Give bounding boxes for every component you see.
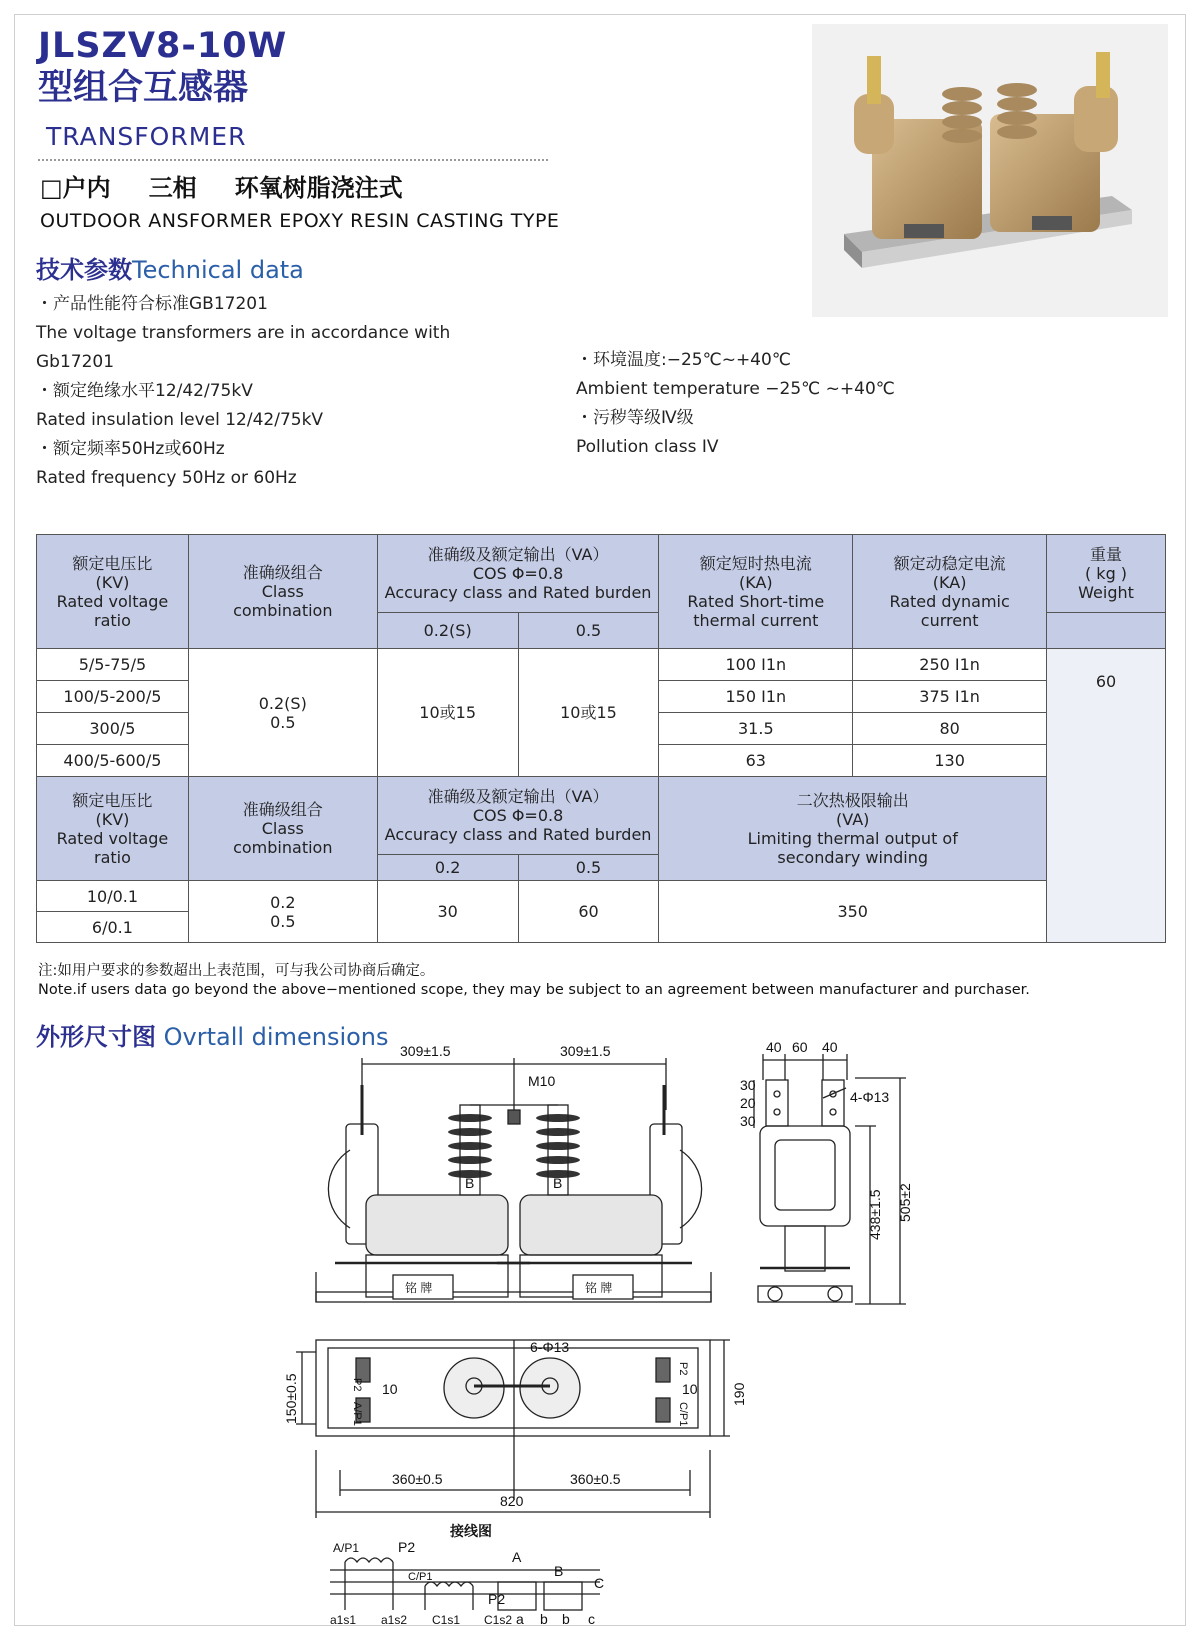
wiring-label: P2 [398, 1539, 416, 1555]
nameplate-2: 铭 牌 [585, 1281, 613, 1295]
wiring-label: C1s1 [432, 1613, 461, 1627]
wiring-label: b [540, 1611, 548, 1627]
class-cell: 0.2 0.5 [188, 881, 377, 943]
tech-line: ・污秽等级Ⅳ级 [576, 408, 694, 428]
header-ratio-2: 额定电压比 (KV) Rated voltage ratio [37, 777, 189, 881]
wiring-label: B [554, 1563, 564, 1579]
plan-depth2: 190 [731, 1382, 747, 1406]
plan-ten-1: 10 [382, 1381, 398, 1397]
plan-ten-2: 10 [682, 1381, 698, 1397]
tech-line: The voltage transformers are in accordance with [36, 323, 451, 343]
dim-front-1: 309±1.5 [400, 1043, 451, 1059]
ratio-cell: 300/5 [37, 713, 189, 745]
sub-05-2: 0.5 [518, 855, 659, 881]
wiring-label: a1s1 [330, 1613, 357, 1627]
header-class-2: 准确级组合 Class combination [188, 777, 377, 881]
thermal-cell: 150 I1n [659, 681, 853, 713]
dynamic-cell: 375 I1n [853, 681, 1047, 713]
ratio-cell: 10/0.1 [37, 881, 189, 912]
side-h2: 505±2 [897, 1183, 913, 1222]
bolt-label: M10 [528, 1073, 556, 1089]
thermal-cell: 63 [659, 745, 853, 777]
wiring-label: A/P1 [333, 1541, 360, 1555]
model-title: JLSZV8-10W [38, 26, 288, 66]
tech-line: Pollution class IV [576, 437, 719, 457]
plan-w2: 360±0.5 [570, 1471, 621, 1487]
b-label-2: B [553, 1175, 563, 1191]
weight-cell: 60 [1047, 649, 1166, 943]
feature-epoxy: 环氧树脂浇注式 [234, 174, 403, 202]
burden-cell: 30 [377, 881, 518, 943]
plan-term-3: P2 [677, 1362, 689, 1376]
side-top-3: 40 [822, 1040, 838, 1055]
burden-cell: 60 [518, 881, 659, 943]
dynamic-cell: 130 [853, 745, 1047, 777]
side-h1: 438±1.5 [867, 1189, 883, 1240]
tech-line: Ambient temperature −25℃ ~+40℃ [576, 379, 895, 399]
sub-02: 0.2 [377, 855, 518, 881]
plan-view [296, 1340, 730, 1518]
header-limit: 二次热极限输出 (VA) Limiting thermal output of secondary winding [659, 777, 1047, 881]
limit-cell: 350 [659, 881, 1047, 943]
header-thermal: 额定短时热电流 (KA) Rated Short-time thermal current [659, 535, 853, 649]
wiring-label: P2 [488, 1591, 506, 1607]
wiring-label: A [512, 1549, 522, 1565]
tech-line: Gb17201 [36, 352, 115, 372]
thermal-cell: 100 I1n [659, 649, 853, 681]
tech-line: ・环境温度:−25℃~+40℃ [576, 350, 791, 370]
burden-cell: 10或15 [377, 649, 518, 777]
tech-line: Rated insulation level 12/42/75kV [36, 410, 324, 430]
ratio-cell: 6/0.1 [37, 912, 189, 943]
front-view [316, 1058, 711, 1302]
spec-table [36, 534, 1166, 943]
side-holes: 4-Φ13 [850, 1089, 890, 1105]
thermal-cell: 31.5 [659, 713, 853, 745]
features-cn [40, 168, 441, 203]
side-top-1: 40 [766, 1040, 782, 1055]
plan-term-2: A/P1 [351, 1402, 363, 1426]
product-name-en: TRANSFORMER [46, 122, 247, 151]
sub-02s: 0.2(S) [377, 613, 518, 649]
dynamic-cell: 250 I1n [853, 649, 1047, 681]
header-ratio: 额定电压比 (KV) Rated voltage ratio [37, 535, 189, 649]
features-en: OUTDOOR ANSFORMER EPOXY RESIN CASTING TYPE [40, 210, 560, 232]
side-left-3: 30 [740, 1113, 756, 1129]
dynamic-cell: 80 [853, 713, 1047, 745]
plan-total: 820 [500, 1493, 524, 1509]
tech-line: ・额定频率50Hz或60Hz [36, 439, 225, 459]
feature-indoor: □户内 [40, 174, 111, 202]
dimension-drawing [0, 1040, 1200, 1630]
wiring-label: C1s2 [484, 1613, 513, 1627]
ratio-cell: 100/5-200/5 [37, 681, 189, 713]
product-name-cn: 型组合互感器 [38, 68, 249, 108]
plan-term-4: C/P1 [677, 1402, 689, 1427]
tech-line: ・额定绝缘水平12/42/75kV [36, 381, 253, 401]
side-top-2: 60 [792, 1040, 808, 1055]
wiring-title: 接线图 [450, 1523, 492, 1539]
wiring-label: c [588, 1611, 595, 1627]
header-accuracy: 准确级及额定输出（VA） COS Φ=0.8 Accuracy class and Rated burden [377, 535, 659, 613]
ratio-cell: 5/5-75/5 [37, 649, 189, 681]
dim-front-2: 309±1.5 [560, 1043, 611, 1059]
dotted-divider [38, 159, 548, 161]
b-label-1: B [465, 1175, 475, 1191]
dims-heading: 外形尺寸图 Ovrtall dimensions [36, 1023, 389, 1051]
feature-three-phase: 三相 [148, 174, 197, 202]
product-photo [812, 24, 1168, 317]
header-weight: 重量 ( kg ) Weight [1047, 535, 1166, 613]
tech-line: ・产品性能符合标准GB17201 [36, 294, 268, 314]
plan-holes: 6-Φ13 [530, 1339, 570, 1355]
ratio-cell: 400/5-600/5 [37, 745, 189, 777]
class-cell: 0.2(S) 0.5 [188, 649, 377, 777]
side-left-2: 20 [740, 1095, 756, 1111]
wiring-label: C/P1 [408, 1571, 433, 1583]
side-left-1: 30 [740, 1077, 756, 1093]
plan-depth: 150±0.5 [283, 1373, 299, 1424]
tech-left-column [36, 290, 450, 493]
note-en: Note.if users data go beyond the above−mentioned scope, they may be subject to an agreement between manufacturer and purchaser. [38, 982, 1030, 998]
wiring-label: C [594, 1575, 605, 1591]
weight-sub-blank [1047, 613, 1166, 649]
sub-05: 0.5 [518, 613, 659, 649]
wiring-label: a1s2 [381, 1613, 408, 1627]
tech-right-column [576, 346, 895, 462]
header-class: 准确级组合 Class combination [188, 535, 377, 649]
note [38, 962, 1030, 1000]
plan-term-1: P2 [351, 1378, 363, 1392]
wiring-label: b [562, 1611, 570, 1627]
plan-w1: 360±0.5 [392, 1471, 443, 1487]
burden-cell: 10或15 [518, 649, 659, 777]
header-accuracy-2: 准确级及额定输出（VA） COS Φ=0.8 Accuracy class and Rated burden [377, 777, 659, 855]
tech-line: Rated frequency 50Hz or 60Hz [36, 468, 297, 488]
wiring-label: a [516, 1611, 524, 1627]
tech-heading: 技术参数Technical data [36, 256, 304, 284]
nameplate-1: 铭 牌 [405, 1281, 433, 1295]
header-dynamic: 额定动稳定电流 (KA) Rated dynamic current [853, 535, 1047, 649]
note-cn: 注:如用户要求的参数超出上表范围，可与我公司协商后确定。 [38, 963, 435, 979]
